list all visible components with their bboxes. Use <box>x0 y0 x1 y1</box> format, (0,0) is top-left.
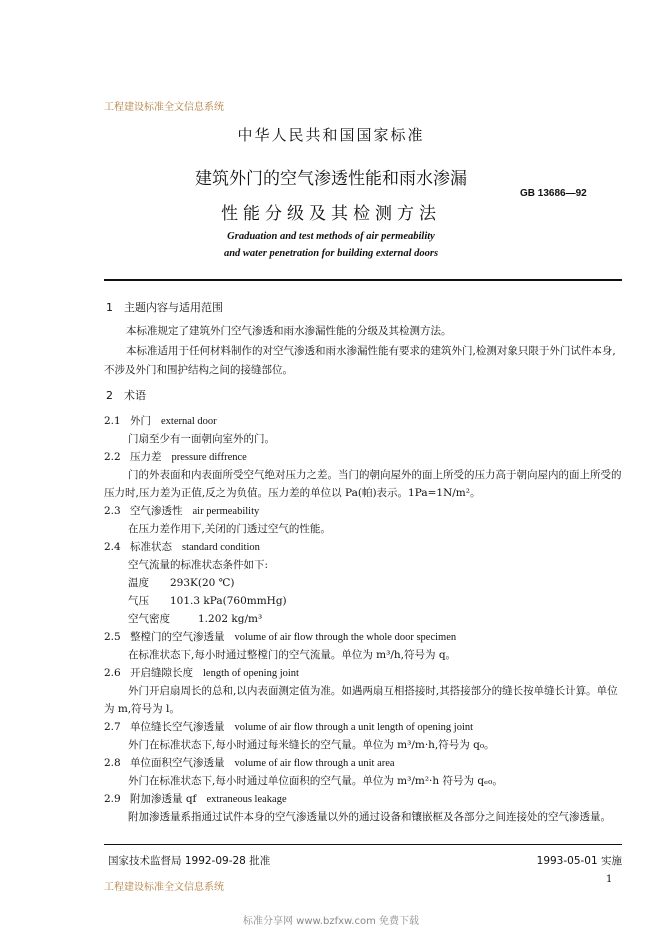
term-2-4: 2.4 标准状态 standard condition <box>104 541 260 553</box>
english-title-line1: Graduation and test methods of air permeability <box>227 231 435 242</box>
section1-body <box>104 322 624 381</box>
section2-heading: 2 术语 <box>106 389 146 402</box>
implementation-text: 1993-05-01 实施 <box>536 855 622 867</box>
term-2-3: 2.3 空气渗透性 air permeability <box>104 505 260 517</box>
header-divider <box>104 279 622 281</box>
standard-code: GB 13686—92 <box>520 188 587 199</box>
term-2-1-body: 门扇至少有一面朝向室外的门。 <box>128 433 275 445</box>
term-2-6-body: 外门开启扇周长的总和,以内表面测定值为准。如遇两扇互相搭接时,其搭接部分的缝长按单缝长计算。单位为 m,符号为 l。 <box>104 685 618 715</box>
term-2-2: 2.2 压力差 pressure diffrence <box>104 451 247 463</box>
english-title-line2: and water penetration for building external doors <box>223 248 439 259</box>
approval-text: 国家技术监督局 1992-09-28 批准 <box>108 855 271 867</box>
section1-paragraph: 本标准适用于任何材料制作的对空气渗透和雨水渗漏性能有要求的建筑外门,检测对象只限于外门试件本身,不涉及外门和围护结构之间的接缝部位。 <box>104 344 616 376</box>
document-title-line2: 性能分级及其检测方法 <box>221 204 441 224</box>
term-2-3-body: 在压力差作用下,关闭的门透过空气的性能。 <box>128 523 331 535</box>
term-2-5: 2.5 整樘门的空气渗透量 volume of air flow through the whole door specimen <box>104 631 457 643</box>
download-site-banner: 标准分享网 www.bzfxw.com 免费下载 <box>243 916 419 927</box>
terms-list <box>104 412 624 826</box>
term-2-4-intro: 空气流量的标准状态条件如下: <box>128 559 269 571</box>
watermark-top: 工程建设标准全文信息系统 <box>104 102 224 113</box>
term-2-9-body: 附加渗透量系指通过试件本身的空气渗透量以外的通过设备和镶嵌框及各部分之间连接处的空气渗透量。 <box>128 811 611 823</box>
page-number: 1 <box>606 874 613 885</box>
section1-heading: 1 主题内容与适用范围 <box>106 301 223 314</box>
term-2-6: 2.6 开启缝隙长度 length of opening joint <box>104 667 299 679</box>
term-2-8-body: 外门在标准状态下,每小时通过单位面积的空气量。单位为 m³/m²·h 符号为 qₑ₀。 <box>128 775 503 787</box>
term-2-5-body: 在标准状态下,每小时通过整樘门的空气流量。单位为 m³/h,符号为 q。 <box>128 649 457 661</box>
document-title-line1: 建筑外门的空气渗透性能和雨水渗漏 <box>195 169 467 189</box>
term-2-1: 2.1 外门 external door <box>104 415 217 427</box>
standard-pressure: 气压 101.3 kPa(760mmHg) <box>128 595 287 607</box>
term-2-8: 2.8 单位面积空气渗透量 volume of air flow through a unit area <box>104 757 395 769</box>
term-2-2-body: 门的外表面和内表面所受空气绝对压力之差。当门的朝向屋外的面上所受的压力高于朝向屋内的面上所受的压力时,压力差为正值,反之为负值。压力差的单位以 Pa(帕)表示。1Pa=1N/m²。 <box>104 469 622 499</box>
standard-header: 中华人民共和国国家标准 <box>237 126 425 144</box>
standard-air-density: 空气密度 1.202 kg/m³ <box>128 613 263 625</box>
watermark-bottom: 工程建设标准全文信息系统 <box>104 882 224 893</box>
section1-paragraph: 本标准规定了建筑外门空气渗透和雨水渗漏性能的分级及其检测方法。 <box>126 325 452 337</box>
term-2-9: 2.9 附加渗透量 qf extraneous leakage <box>104 793 287 805</box>
footer-divider <box>104 844 622 845</box>
term-2-7-body: 外门在标准状态下,每小时通过每米缝长的空气量。单位为 m³/m·h,符号为 q₀。 <box>128 739 495 751</box>
standard-temperature: 温度 293K(20 ℃) <box>128 577 235 589</box>
term-2-7: 2.7 单位缝长空气渗透量 volume of air flow through a unit length of opening joint <box>104 721 474 733</box>
